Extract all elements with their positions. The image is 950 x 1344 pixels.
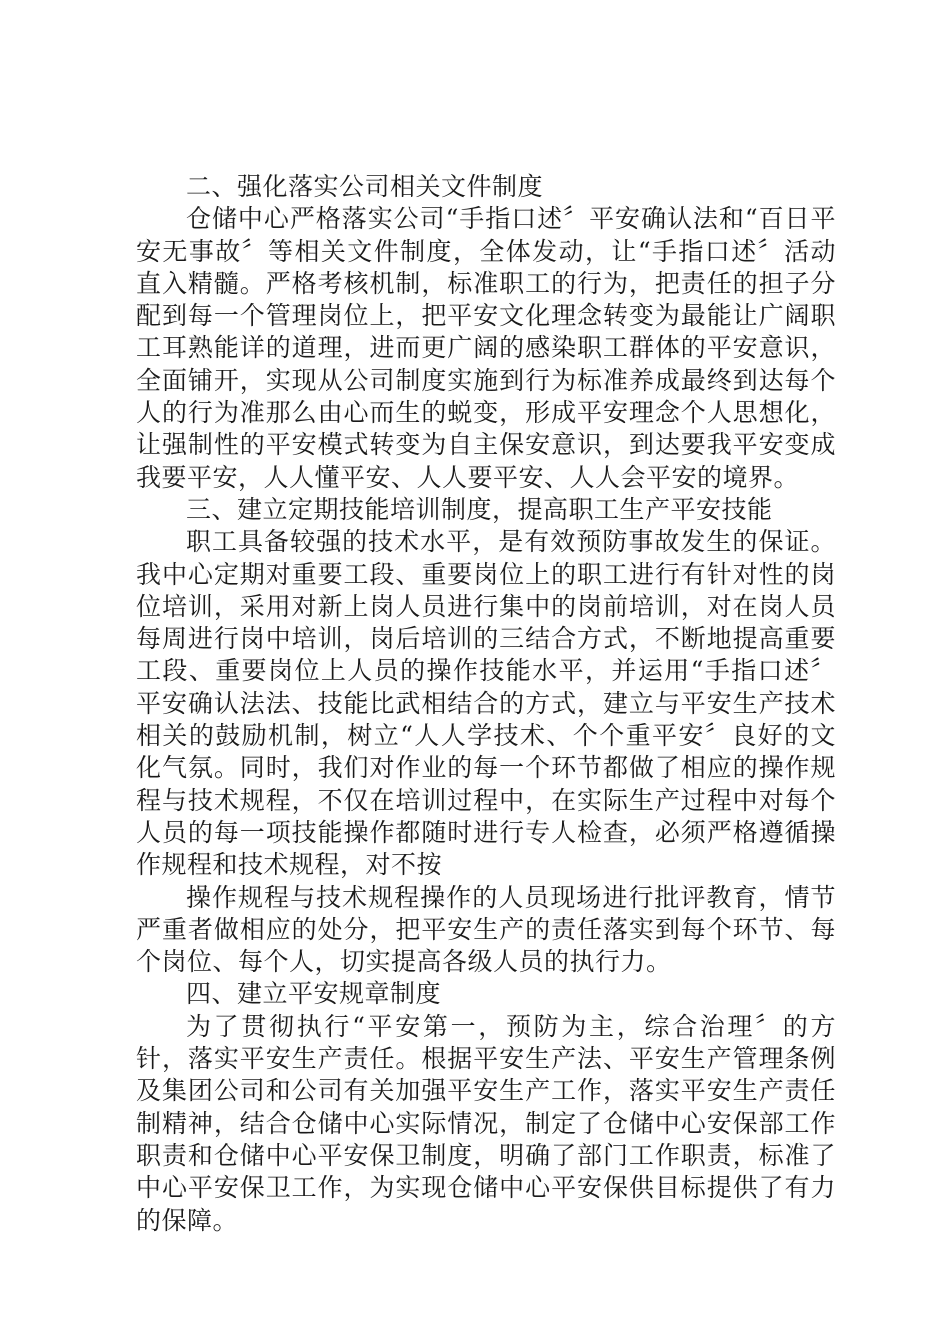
paragraph-1: 仓储中心严格落实公司“手指口述〞平安确认法和“百日平安无事故〞等相关文件制度，全体发动，让“手指口述〞活动直入精髓。严格考核机制，标准职工的行为，把责任的担子分配到每一个管理岗位上，把平安文化理念转变为最能让广阔职工耳熟能详的道理，进而更广阔的感染职工群体的平安意识，全面铺开，实现从公司制度实施到行为标准养成最终到达每个人的行为准那么由心而生的蜕变，形成平安理念个人思想化，让强制性的平安模式转变为自主保安意识，到达要我平安变成我要平安，人人懂平安、人人要平安、人人会平安的境界。: [136, 204, 836, 492]
section-heading-2: 二、强化落实公司相关文件制度: [186, 172, 544, 201]
paragraph-4: 为了贯彻执行“平安第一，预防为主，综合治理〞的方针，落实平安生产责任。根据平安生产法、平安生产管理条例及集团公司和公司有关加强平安生产工作，落实平安生产责任制精神，结合仓储中心实际情况，制定了仓储中心安保部工作职责和仓储中心平安保卫制度，明确了部门工作职责，标准了中心平安保卫工作，为实现仓储中心平安保供目标提供了有力的保障。: [136, 1011, 836, 1235]
paragraph-3: 操作规程与技术规程操作的人员现场进行批评教育，情节严重者做相应的处分，把平安生产的责任落实到每个环节、每个岗位、每个人，切实提高各级人员的执行力。: [136, 882, 836, 977]
section-heading-4: 四、建立平安规章制度: [186, 979, 442, 1009]
paragraph-2: 职工具备较强的技术水平，是有效预防事故发生的保证。我中心定期对重要工段、重要岗位上的职工进行有针对性的岗位培训，采用对新上岗人员进行集中的岗前培训，对在岗人员每周进行岗中培训，岗后培训的三结合方式，不断地提高重要工段、重要岗位上人员的操作技能水平，并运用“手指口述〞平安确认法法、技能比武相结合的方式，建立与平安生产技术相关的鼓励机制，树立“人人学技术、个个重平安〞良好的文化气氛。同时，我们对作业的每一个环节都做了相应的操作规程与技术规程，不仅在培训过程中，在实际生产过程中对每个人员的每一项技能操作都随时进行专人检查，必须严格遵循操作规程和技术规程，对不按: [136, 527, 836, 880]
section-heading-3: 三、建立定期技能培训制度，提高职工生产平安技能: [186, 494, 773, 524]
document-body: [136, 171, 836, 1237]
